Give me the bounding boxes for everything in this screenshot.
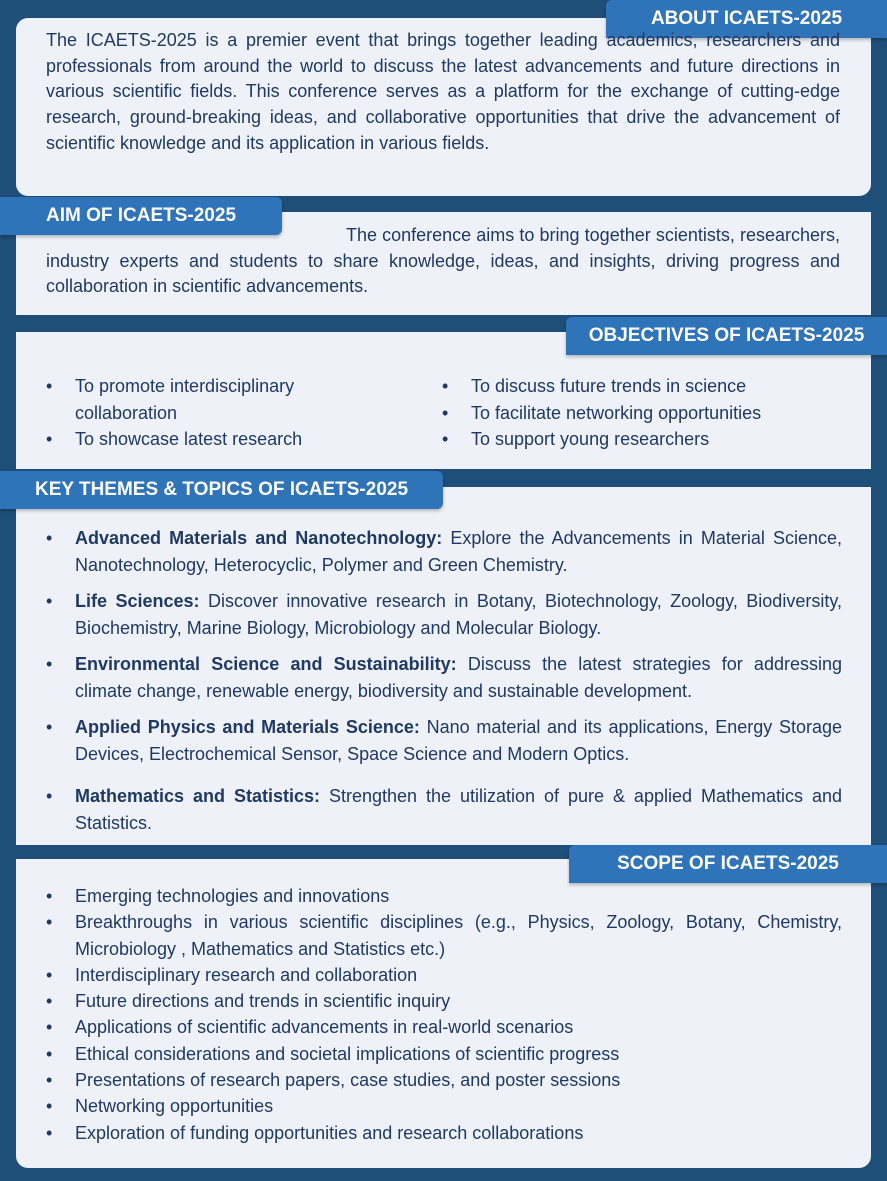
scope-list	[46, 883, 842, 1146]
about-text	[46, 28, 840, 157]
list-item: • To promote interdisciplinary collaboration	[46, 373, 346, 426]
bullet-icon: •	[46, 886, 53, 906]
list-item: • To discuss future trends in science	[442, 373, 842, 400]
aim-heading: AIM OF ICAETS-2025	[0, 197, 282, 235]
aim-text: The conference aims to bring together scientists, researchers, industry experts and students to share knowledge, ideas, and insights, driving progress and collaboration in scientific advancements.	[46, 225, 840, 297]
bullet-icon: •	[442, 429, 449, 449]
bullet-icon: •	[46, 912, 53, 933]
list-item: • Presentations of research papers, case studies, and poster sessions	[46, 1067, 842, 1093]
list-item: • Future directions and trends in scientific inquiry	[46, 988, 842, 1014]
list-item: • To showcase latest research	[46, 426, 346, 453]
topic-text: Discuss the latest strategies for addressing climate change, renewable energy, biodiversity and sustainable development.	[75, 654, 842, 701]
topic-title: Advanced Materials and Nanotechnology:	[75, 528, 443, 548]
bullet-icon: •	[46, 1017, 53, 1038]
list-item: • To support young researchers	[442, 426, 842, 453]
bullet-icon: •	[46, 1070, 53, 1091]
bullet-icon: •	[46, 717, 53, 737]
bullet-icon: •	[46, 591, 53, 611]
bullet-icon: •	[46, 376, 53, 396]
objectives-left-list	[46, 373, 346, 453]
bullet-icon: •	[46, 528, 53, 548]
list-item	[46, 588, 842, 641]
bullet-icon: •	[46, 964, 53, 985]
topic-text: Discover innovative research in Botany, Biotechnology, Zoology, Biodiversity, Biochemistry, Marine Biology, Microbiology and Molecular Biology.	[75, 591, 842, 638]
themes-heading: KEY THEMES & TOPICS OF ICAETS-2025	[0, 471, 443, 509]
objectives-heading: OBJECTIVES OF ICAETS-2025	[566, 317, 887, 355]
bullet-icon: •	[46, 1096, 53, 1117]
list-item: • Interdisciplinary research and collaboration	[46, 962, 842, 988]
list-item	[46, 525, 842, 578]
bullet-icon: •	[46, 654, 53, 674]
topic-title: Environmental Science and Sustainability:	[75, 654, 457, 674]
list-item	[46, 783, 842, 836]
list-item: • Emerging technologies and innovations	[46, 883, 842, 909]
bullet-icon: •	[46, 429, 53, 449]
bullet-icon: •	[46, 786, 53, 806]
topic-title: Life Sciences:	[75, 591, 200, 611]
list-item	[46, 651, 842, 704]
topic-text: Strengthen the utilization of pure & applied Mathematics and Statistics.	[75, 786, 842, 833]
about-text-body: The ICAETS-2025 is a premier event that brings together leading academics, researchers and professionals from around the world to discuss the latest advancements and future directions in various scientific fields. This conference serves as a platform for the exchange of cutting-edge research, ground-breaking ideas, and collaborative opportunities that drive the advancement of scientific knowledge and its application in various fields.	[46, 30, 840, 153]
topic-text: Nano material and its applications, Energy Storage Devices, Electrochemical Sensor, Space Science and Modern Optics.	[75, 717, 842, 764]
bullet-icon: •	[442, 402, 449, 423]
bullet-icon: •	[442, 376, 449, 396]
list-item: • Breakthroughs in various scientific disciplines (e.g., Physics, Zoology, Botany, Chemistry, Microbiology , Mathematics and Statistics etc.)	[46, 909, 842, 962]
list-item: • Applications of scientific advancements in real-world scenarios	[46, 1014, 842, 1040]
bullet-icon: •	[46, 1043, 53, 1064]
bullet-icon: •	[46, 1122, 53, 1143]
scope-heading: SCOPE OF ICAETS-2025	[569, 845, 887, 883]
list-item: • Exploration of funding opportunities and research collaborations	[46, 1120, 842, 1146]
topic-title: Mathematics and Statistics:	[75, 786, 320, 806]
list-item	[46, 714, 842, 767]
topic-text: Explore the Advancements in Material Science, Nanotechnology, Heterocyclic, Polymer and Green Chemistry.	[75, 528, 842, 575]
objectives-right-list	[442, 373, 842, 453]
about-heading: ABOUT ICAETS-2025	[606, 0, 887, 38]
list-item: • Ethical considerations and societal implications of scientific progress	[46, 1041, 842, 1067]
topic-title: Applied Physics and Materials Science:	[75, 717, 420, 737]
bullet-icon: •	[46, 991, 53, 1012]
list-item: • To facilitate networking opportunities	[442, 400, 842, 427]
themes-list	[46, 525, 842, 846]
list-item: • Networking opportunities	[46, 1093, 842, 1119]
